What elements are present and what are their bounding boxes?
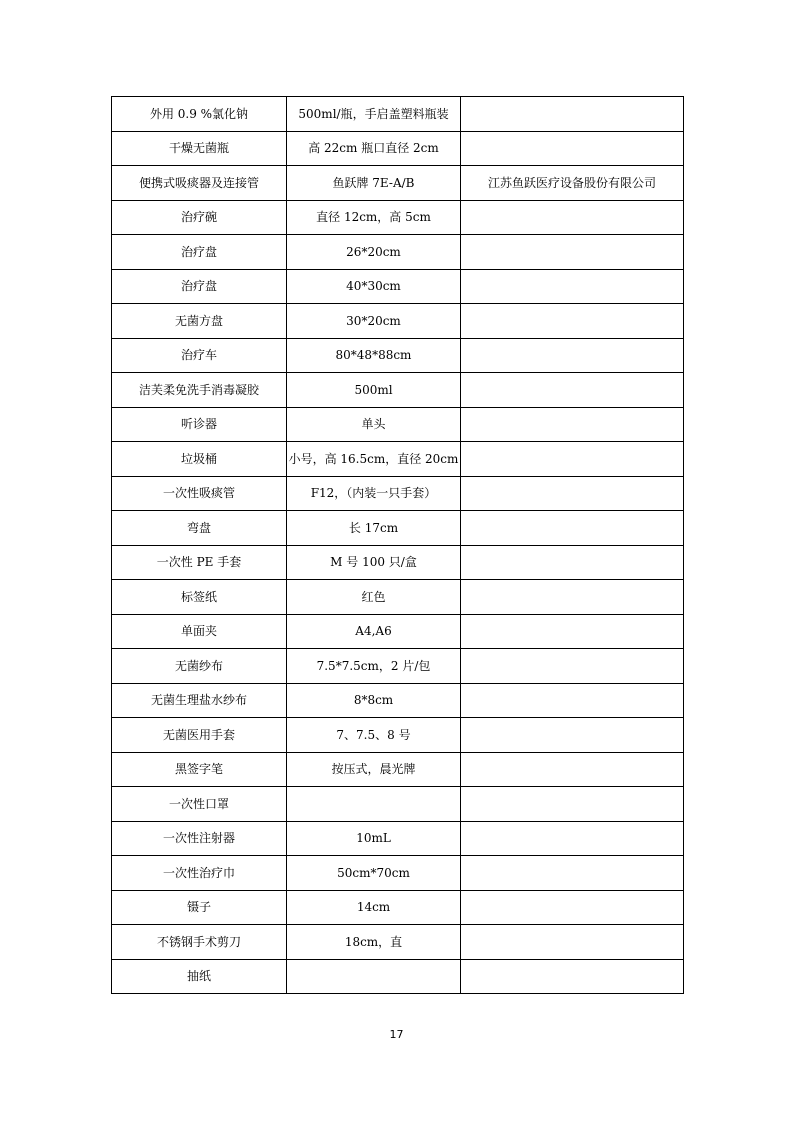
manufacturer-cell: [461, 131, 684, 166]
manufacturer-cell: [461, 373, 684, 408]
manufacturer-cell: [461, 511, 684, 546]
item-name-cell: 洁芙柔免洗手消毒凝胶: [112, 373, 287, 408]
specification-cell: 长 17cm: [287, 511, 461, 546]
specification-cell: 14cm: [287, 890, 461, 925]
table-row: [112, 131, 684, 166]
manufacturer-cell: [461, 476, 684, 511]
table-row: [112, 959, 684, 994]
item-name-cell: 单面夹: [112, 614, 287, 649]
specification-cell: 30*20cm: [287, 304, 461, 339]
item-name-cell: 外用 0.9 %氯化钠: [112, 97, 287, 132]
item-name-cell: 治疗碗: [112, 200, 287, 235]
item-name-cell: 无菌医用手套: [112, 718, 287, 753]
manufacturer-cell: [461, 718, 684, 753]
table-row: [112, 407, 684, 442]
table-row: [112, 925, 684, 960]
item-name-cell: 黑签字笔: [112, 752, 287, 787]
specification-cell: 40*30cm: [287, 269, 461, 304]
item-name-cell: 一次性 PE 手套: [112, 545, 287, 580]
item-name-cell: 不锈钢手术剪刀: [112, 925, 287, 960]
specification-cell: 按压式，晨光牌: [287, 752, 461, 787]
manufacturer-cell: [461, 649, 684, 684]
manufacturer-cell: [461, 925, 684, 960]
item-name-cell: 便携式吸痰器及连接管: [112, 166, 287, 201]
item-name-cell: 一次性注射器: [112, 821, 287, 856]
table-row: [112, 614, 684, 649]
item-name-cell: 抽纸: [112, 959, 287, 994]
specification-cell: 80*48*88cm: [287, 338, 461, 373]
table-row: [112, 304, 684, 339]
table-row: [112, 821, 684, 856]
manufacturer-cell: [461, 821, 684, 856]
table-row: [112, 580, 684, 615]
equipment-table-body: [112, 97, 684, 994]
table-row: [112, 511, 684, 546]
table-row: [112, 545, 684, 580]
specification-cell: 26*20cm: [287, 235, 461, 270]
specification-cell: 10mL: [287, 821, 461, 856]
specification-cell: 7.5*7.5cm，2 片/包: [287, 649, 461, 684]
table-row: [112, 269, 684, 304]
manufacturer-cell: [461, 614, 684, 649]
specification-cell: 50cm*70cm: [287, 856, 461, 891]
manufacturer-cell: [461, 97, 684, 132]
specification-cell: 鱼跃牌 7E-A/B: [287, 166, 461, 201]
specification-cell: 直径 12cm，高 5cm: [287, 200, 461, 235]
manufacturer-cell: [461, 752, 684, 787]
specification-cell: 500ml: [287, 373, 461, 408]
specification-cell: [287, 959, 461, 994]
table-row: [112, 718, 684, 753]
manufacturer-cell: [461, 407, 684, 442]
table-row: [112, 235, 684, 270]
item-name-cell: 治疗车: [112, 338, 287, 373]
specification-cell: 7、7.5、8 号: [287, 718, 461, 753]
table-row: [112, 856, 684, 891]
specification-cell: 红色: [287, 580, 461, 615]
manufacturer-cell: [461, 683, 684, 718]
manufacturer-cell: [461, 959, 684, 994]
item-name-cell: 治疗盘: [112, 269, 287, 304]
page-number: 17: [389, 1028, 404, 1041]
table-row: [112, 166, 684, 201]
table-row: [112, 97, 684, 132]
manufacturer-cell: [461, 442, 684, 477]
manufacturer-cell: [461, 200, 684, 235]
specification-cell: A4,A6: [287, 614, 461, 649]
manufacturer-cell: [461, 235, 684, 270]
item-name-cell: 无菌方盘: [112, 304, 287, 339]
manufacturer-cell: 江苏鱼跃医疗设备股份有限公司: [461, 166, 684, 201]
table-row: [112, 200, 684, 235]
table-row: [112, 683, 684, 718]
specification-cell: 8*8cm: [287, 683, 461, 718]
item-name-cell: 听诊器: [112, 407, 287, 442]
table-row: [112, 373, 684, 408]
specification-cell: 高 22cm 瓶口直径 2cm: [287, 131, 461, 166]
item-name-cell: 干燥无菌瓶: [112, 131, 287, 166]
manufacturer-cell: [461, 269, 684, 304]
item-name-cell: 一次性口罩: [112, 787, 287, 822]
item-name-cell: 一次性吸痰管: [112, 476, 287, 511]
table-row: [112, 787, 684, 822]
specification-cell: [287, 787, 461, 822]
specification-cell: 18cm，直: [287, 925, 461, 960]
manufacturer-cell: [461, 787, 684, 822]
item-name-cell: 一次性治疗巾: [112, 856, 287, 891]
specification-cell: 500ml/瓶，手启盖塑料瓶装: [287, 97, 461, 132]
specification-cell: M 号 100 只/盒: [287, 545, 461, 580]
equipment-table: [111, 96, 684, 994]
table-row: [112, 752, 684, 787]
item-name-cell: 无菌纱布: [112, 649, 287, 684]
manufacturer-cell: [461, 856, 684, 891]
manufacturer-cell: [461, 890, 684, 925]
table-row: [112, 338, 684, 373]
item-name-cell: 标签纸: [112, 580, 287, 615]
item-name-cell: 无菌生理盐水纱布: [112, 683, 287, 718]
specification-cell: F12，（内装一只手套）: [287, 476, 461, 511]
manufacturer-cell: [461, 580, 684, 615]
table-row: [112, 476, 684, 511]
manufacturer-cell: [461, 304, 684, 339]
table-row: [112, 649, 684, 684]
item-name-cell: 治疗盘: [112, 235, 287, 270]
item-name-cell: 弯盘: [112, 511, 287, 546]
manufacturer-cell: [461, 338, 684, 373]
table-row: [112, 442, 684, 477]
item-name-cell: 垃圾桶: [112, 442, 287, 477]
table-row: [112, 890, 684, 925]
item-name-cell: 镊子: [112, 890, 287, 925]
specification-cell: 单头: [287, 407, 461, 442]
specification-cell: 小号，高 16.5cm，直径 20cm: [287, 442, 461, 477]
manufacturer-cell: [461, 545, 684, 580]
